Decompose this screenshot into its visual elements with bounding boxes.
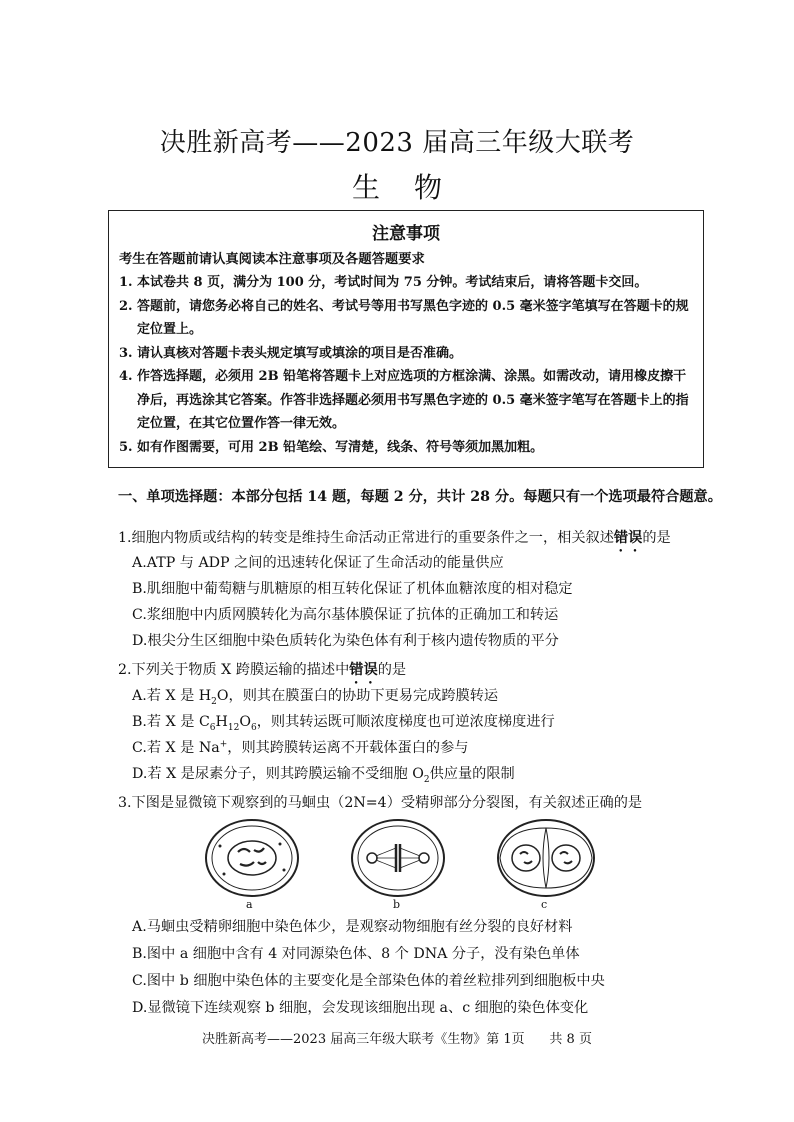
cell-label-b: b xyxy=(393,898,401,911)
notice-item-text: 如有作图需要，可用 2B 铅笔绘、写清楚，线条、符号等须加黑加粗。 xyxy=(137,439,544,455)
cell-b-illustration xyxy=(352,820,444,896)
notice-item-text: 作答选择题，必须用 2B 铅笔将答题卡上对应选项的方框涂满、涂黑。如需改动，请用橡皮擦干净后，再选涂其它答案。作答非选择题必须用书写黑色字迹的 0.5 毫米签字笔写在答题卡上的指定位置，在其它位置作答一律无效。 xyxy=(137,369,689,431)
question-1-option-a: A.ATP 与 ADP 之间的迅速转化保证了生命活动的能量供应 xyxy=(132,555,504,571)
notice-item xyxy=(119,295,693,342)
cell-label-a: a xyxy=(246,898,253,911)
question-2-option-a: A.若 X 是 $H_2O$，则其在膜蛋白的协助下更易完成跨膜转运 xyxy=(132,688,499,707)
notice-item-num: 1. xyxy=(119,275,133,290)
question-1-option-b: B.肌细胞中葡萄糖与肌糖原的相互转化保证了机体血糖浓度的相对稳定 xyxy=(132,581,573,597)
cell-label-c: c xyxy=(541,898,548,911)
cell-c-illustration xyxy=(498,820,594,896)
notice-item-text: 本试卷共 8 页，满分为 100 分，考试时间为 75 分钟。考试结束后，请将答题卡交回。 xyxy=(137,275,648,290)
cell-a-illustration xyxy=(206,820,298,896)
notice-item xyxy=(119,271,693,295)
section-heading: 一、单项选择题：本部分包括 14 题，每题 2 分，共计 28 分。每题只有一个选项最符合题意。 xyxy=(118,489,722,505)
question-2-option-b: B.若 X 是 $C_6H_{12}O_6$，则其转运既可顺浓度梯度也可逆浓度梯度进行 xyxy=(132,714,555,733)
notice-item xyxy=(119,365,693,436)
question-1-option-c: C.浆细胞中内质网膜转化为高尔基体膜保证了抗体的正确加工和转运 xyxy=(132,607,559,623)
emphasis-mark: 错误 xyxy=(613,530,643,546)
question-3-option-d: D.显微镜下连续观察 b 细胞，会发现该细胞出现 a、c 细胞的染色体变化 xyxy=(132,1000,589,1016)
notice-item-num: 5. xyxy=(119,439,133,455)
subject-title: 生物 xyxy=(351,171,476,204)
question-3-stem: 3.下图是显微镜下观察到的马蛔虫（2N=4）受精卵部分分裂图，有关叙述正确的是 xyxy=(118,795,643,811)
emphasis-mark: 错误 xyxy=(349,662,378,678)
notice-box xyxy=(108,210,704,468)
notice-item-text: 请认真核对答题卡表头规定填写或填涂的项目是否准确。 xyxy=(137,345,463,361)
notice-item-num: 3. xyxy=(119,345,133,361)
question-2-stem: 2.下列关于物质 X 跨膜运输的描述中错误的是 xyxy=(118,662,407,678)
notice-item xyxy=(119,342,693,366)
question-2-option-d: D.若 X 是尿素分子，则其跨膜运输不受细胞 $O_2$供应量的限制 xyxy=(132,766,515,785)
notice-item-num: 2. xyxy=(119,298,133,314)
question-1-stem: 1.细胞内物质或结构的转变是维持生命活动正常进行的重要条件之一，相关叙述错误的是 xyxy=(118,530,671,546)
notice-intro: 考生在答题前请认真阅读本注意事项及各题答题要求 xyxy=(119,252,425,267)
question-3-option-b: B.图中 a 细胞中含有 4 对同源染色体、8 个 DNA 分子，没有染色单体 xyxy=(132,946,580,962)
question-3-option-c: C.图中 b 细胞中染色体的主要变化是全部染色体的着丝粒排列到细胞板中央 xyxy=(132,973,605,989)
cell-division-figure xyxy=(200,818,600,898)
notice-item-num: 4. xyxy=(119,369,133,384)
question-3-option-a: A.马蛔虫受精卵细胞中染色体少，是观察动物细胞有丝分裂的良好材料 xyxy=(132,919,573,935)
notice-item xyxy=(119,436,693,460)
notice-item-text: 答题前，请您务必将自己的姓名、考试号等用书写黑色字迹的 0.5 毫米签字笔填写在答题卡的规定位置上。 xyxy=(137,298,689,337)
exam-title: 决胜新高考——2023 届高三年级大联考 xyxy=(159,128,635,158)
page-footer: 决胜新高考——2023 届高三年级大联考《生物》第 1页 共 8 页 xyxy=(202,1032,592,1047)
notice-title: 注意事项 xyxy=(372,224,440,244)
question-2-option-c: C.若 X 是 Na+，则其跨膜转运离不开载体蛋白的参与 xyxy=(132,739,469,756)
question-1-option-d: D.根尖分生区细胞中染色质转化为染色体有利于核内遗传物质的平分 xyxy=(132,633,559,649)
